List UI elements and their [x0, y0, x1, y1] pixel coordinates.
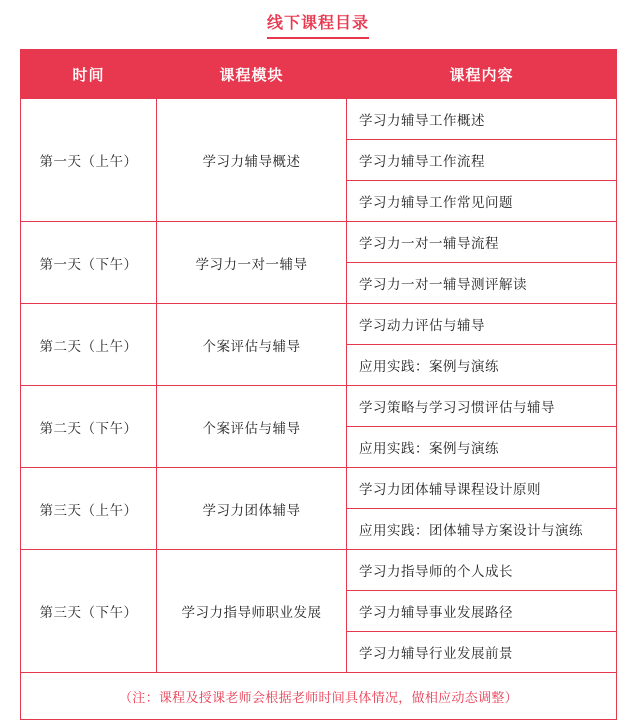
cell-content: 学习力团体辅导课程设计原则 — [347, 468, 617, 509]
table-footer — [21, 673, 617, 720]
table-row — [21, 304, 617, 345]
cell-content: 学习力一对一辅导测评解读 — [347, 263, 617, 304]
footnote: （注：课程及授课老师会根据老师时间具体情况，做相应动态调整） — [21, 673, 617, 720]
cell-module: 学习力团体辅导 — [157, 468, 347, 550]
table-row — [21, 468, 617, 509]
table-row — [21, 99, 617, 140]
column-header-time: 时间 — [21, 50, 157, 99]
table-body — [21, 99, 617, 673]
cell-module: 学习力一对一辅导 — [157, 222, 347, 304]
cell-module: 学习力辅导概述 — [157, 99, 347, 222]
cell-content: 学习力一对一辅导流程 — [347, 222, 617, 263]
cell-content: 应用实践：案例与演练 — [347, 427, 617, 468]
table-row — [21, 222, 617, 263]
table-header-row — [21, 50, 617, 99]
cell-content: 学习动力评估与辅导 — [347, 304, 617, 345]
cell-content: 学习策略与学习习惯评估与辅导 — [347, 386, 617, 427]
column-header-content: 课程内容 — [347, 50, 617, 99]
cell-content: 学习力辅导工作概述 — [347, 99, 617, 140]
table-header — [21, 50, 617, 99]
cell-content: 应用实践：团体辅导方案设计与演练 — [347, 509, 617, 550]
cell-content: 应用实践：案例与演练 — [347, 345, 617, 386]
cell-time: 第一天（上午） — [21, 99, 157, 222]
cell-time: 第一天（下午） — [21, 222, 157, 304]
cell-module: 学习力指导师职业发展 — [157, 550, 347, 673]
cell-content: 学习力辅导事业发展路径 — [347, 591, 617, 632]
page-title-wrap — [0, 0, 636, 49]
table-row — [21, 386, 617, 427]
course-schedule-table — [20, 49, 617, 720]
cell-time: 第三天（上午） — [21, 468, 157, 550]
cell-time: 第三天（下午） — [21, 550, 157, 673]
table-row — [21, 550, 617, 591]
cell-module: 个案评估与辅导 — [157, 304, 347, 386]
cell-time: 第二天（下午） — [21, 386, 157, 468]
cell-content: 学习力辅导行业发展前景 — [347, 632, 617, 673]
cell-module: 个案评估与辅导 — [157, 386, 347, 468]
table-footer-row — [21, 673, 617, 720]
cell-content: 学习力指导师的个人成长 — [347, 550, 617, 591]
column-header-module: 课程模块 — [157, 50, 347, 99]
cell-content: 学习力辅导工作流程 — [347, 140, 617, 181]
cell-content: 学习力辅导工作常见问题 — [347, 181, 617, 222]
cell-time: 第二天（上午） — [21, 304, 157, 386]
page-title: 线下课程目录 — [267, 14, 369, 39]
